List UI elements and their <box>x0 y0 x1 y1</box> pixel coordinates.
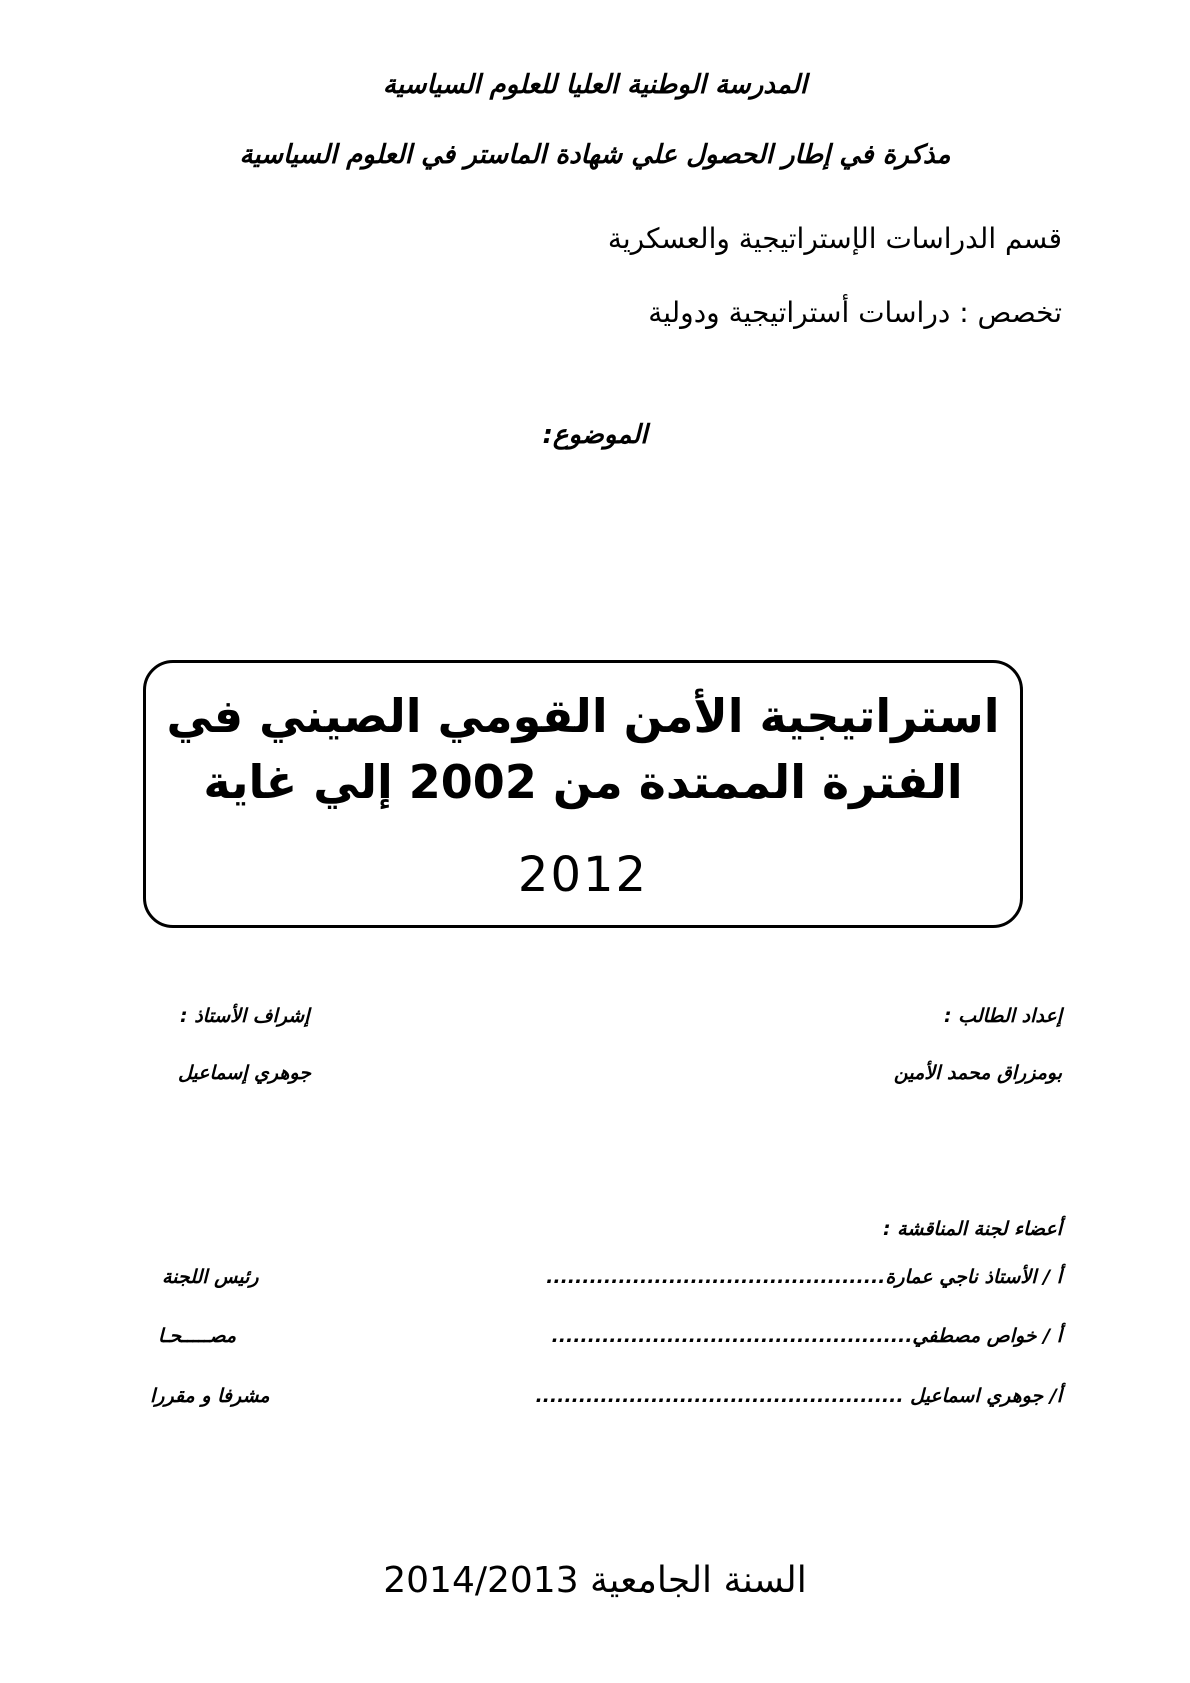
committee-role: مصـــــحـا <box>158 1325 237 1347</box>
committee-role: مشرفا و مقررا <box>150 1385 270 1407</box>
academic-year: السنة الجامعية 2014/2013 <box>383 1560 807 1601</box>
student-name: بومزراق محمد الأمين <box>893 1062 1062 1084</box>
committee-role: رئيس اللجنة <box>162 1266 259 1288</box>
thesis-title: استراتيجية الأمن القومي الصيني في الفترة الممتدة من 2002 إلي غاية <box>166 689 1000 809</box>
department-line: قسم الدراسات الإستراتيجية والعسكرية <box>607 222 1062 255</box>
committee-label: أعضاء لجنة المناقشة : <box>882 1218 1062 1240</box>
supervisor-label: إشراف الأستاذ : <box>180 1005 310 1027</box>
supervisor-name: جوهري إسماعيل <box>178 1062 311 1084</box>
specialty-line: تخصص : دراسات أستراتيجية ودولية <box>648 296 1062 329</box>
topic-label: الموضوع: <box>542 420 648 450</box>
thesis-title-year: 2012 <box>517 847 649 903</box>
committee-member: أ/ جوهري اسماعيل ................................................... <box>535 1385 1062 1407</box>
committee-member: أ / خواص مصطفي.................................................. <box>551 1325 1062 1347</box>
committee-member: أ / الأستاذ ناجي عمارة............................................... <box>546 1266 1062 1288</box>
student-label: إعداد الطالب : <box>943 1005 1062 1027</box>
title-box <box>143 660 1023 928</box>
memo-subtitle: مذكرة في إطار الحصول علي شهادة الماستر في العلوم السياسية <box>239 140 951 170</box>
school-name: المدرسة الوطنية العليا للعلوم السياسية <box>382 70 808 100</box>
